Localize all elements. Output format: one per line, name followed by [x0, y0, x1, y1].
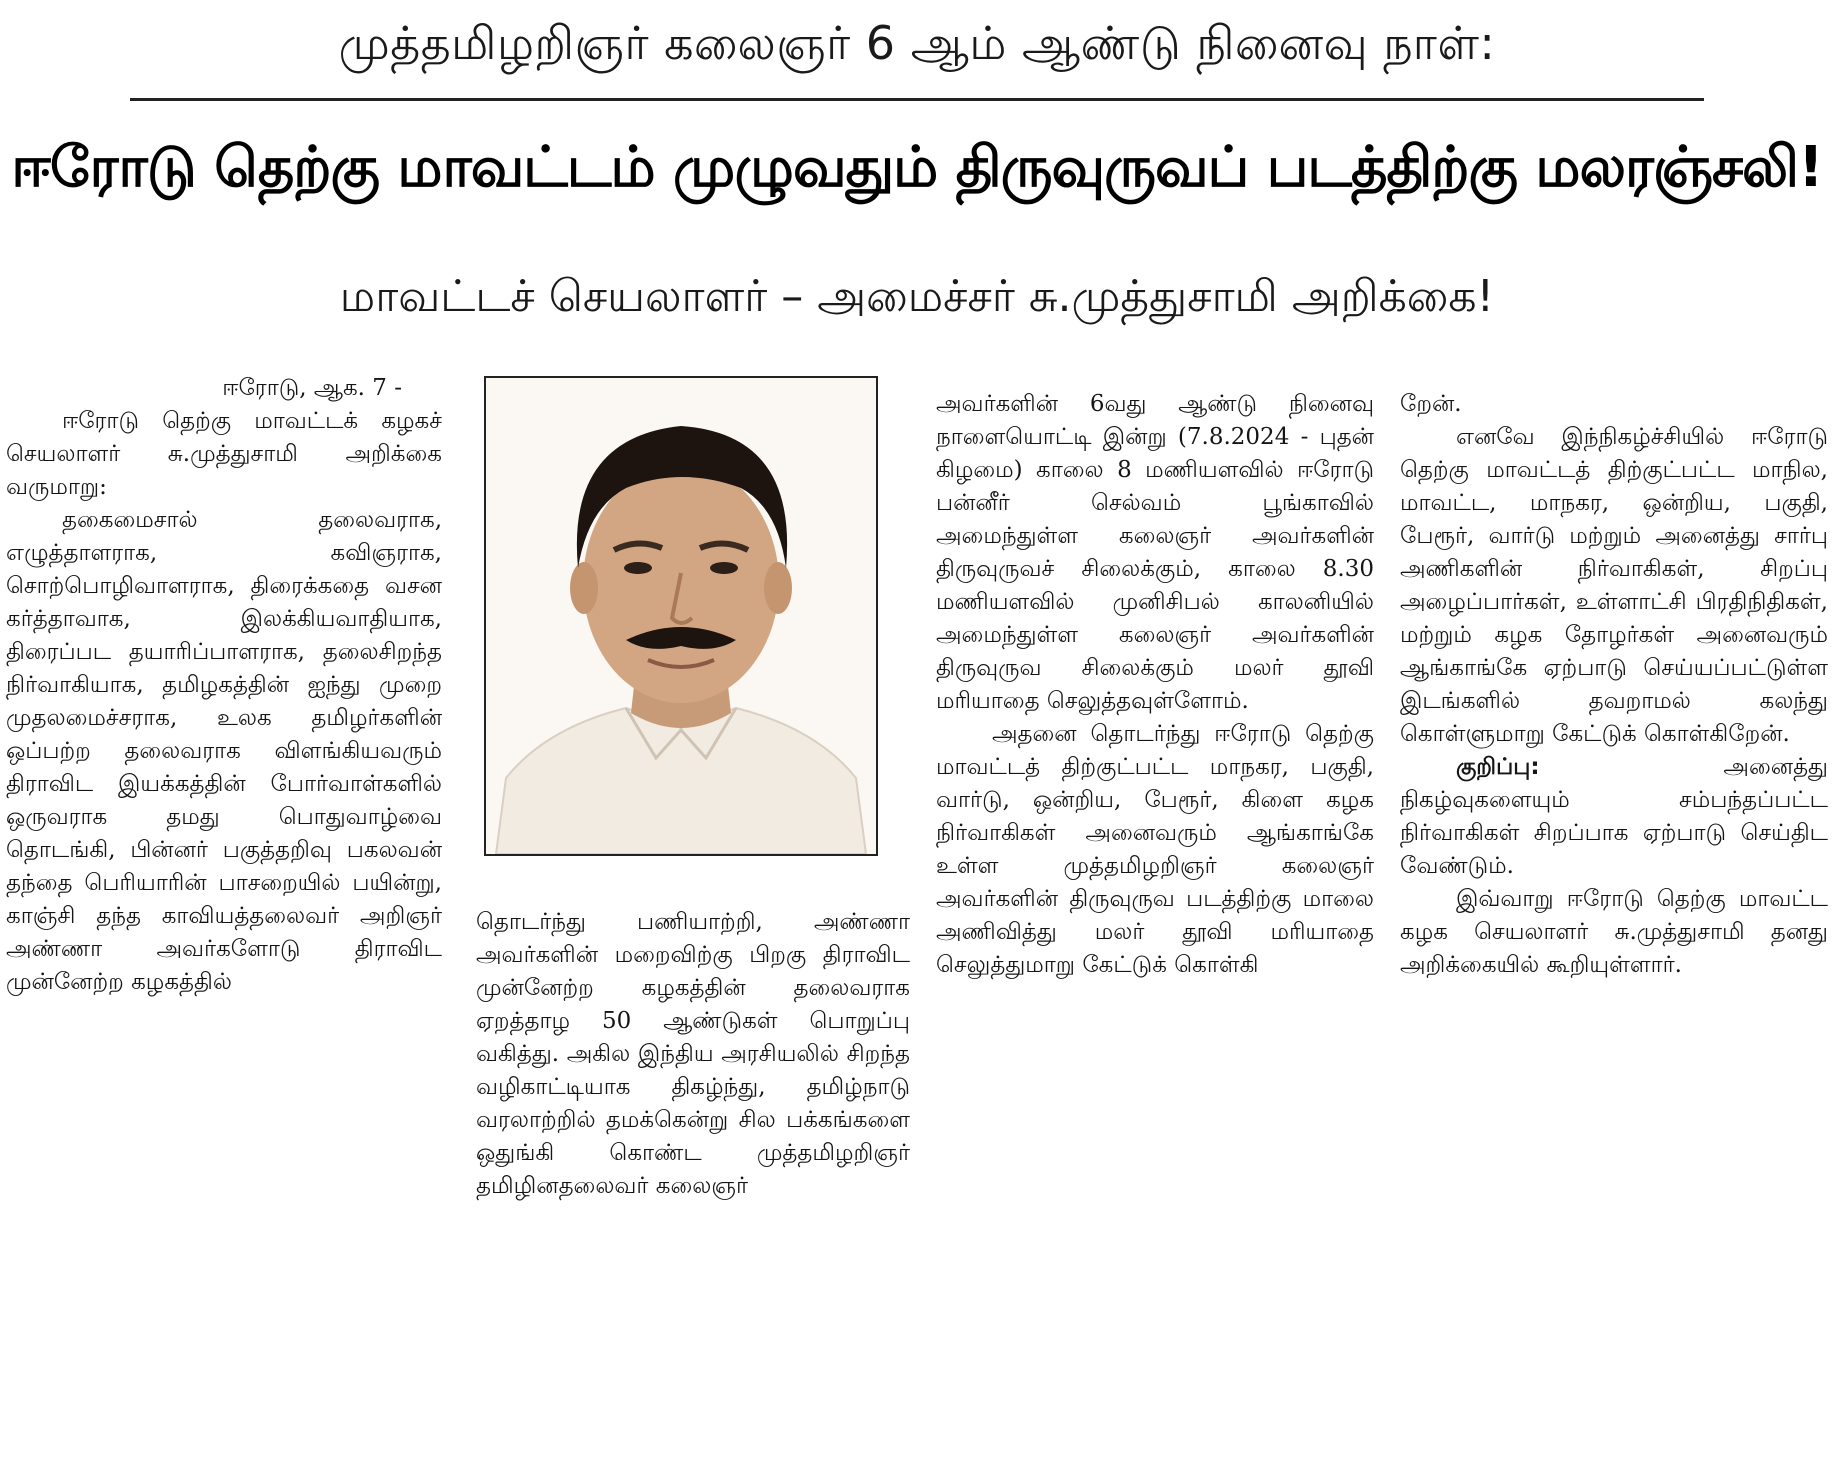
- article-subhead: மாவட்டச் செயலாளர் – அமைச்சர் சு.முத்துசாமி அறிக்கை!: [339, 271, 1495, 322]
- column-4-paragraph-3: இவ்வாறு ஈரோடு தெற்கு மாவட்ட கழக செயலாளர் சு.முத்துசாமி தனது அறிக்கையில் கூறியுள்ளார்.: [1400, 886, 1828, 978]
- column-3-paragraph-2: அதனை தொடர்ந்து ஈரோடு தெற்கு மாவட்டத் திற்குட்பட்ட மாநகர, பகுதி, வார்டு, ஒன்றிய, பேரூர், கிளை கழக நிர்வாகிகள் அனைவரும் ஆங்காங்கே உள்ள முத்தமிழறிஞர் கலைஞர் அவர்களின் திருவுருவ படத்திற்கு மாலை அணிவித்து மலர் தூவி மரியாதை செலுத்துமாறு கேட்டுக் கொள்கி: [936, 721, 1374, 978]
- column-3-paragraph-1: அவர்களின் 6வது ஆண்டு நினைவு நாளையொட்டி இன்று (7.8.2024 - புதன் கிழமை) காலை 8 மணியளவில் ஈரோடு பன்னீர் செல்வம் பூங்காவில் அமைந்துள்ள கலைஞர் அவர்களின் திருவுருவச் சிலைக்கும், காலை 8.30 மணியளவில் முனிசிபல் காலனியில் அமைந்துள்ள கலைஞர் அவர்களின் திருவுருவ சிலைக்கும் மலர் தூவி மரியாதை செலுத்தவுள்ளோம்.: [936, 391, 1374, 714]
- article-column-2: [476, 906, 910, 1458]
- dateline: ஈரோடு, ஆக. 7 -: [222, 375, 402, 401]
- column-4-note: [1400, 751, 1828, 883]
- article-kicker: முத்தமிழறிஞர் கலைஞர் 6 ஆம் ஆண்டு நினைவு நாள்:: [338, 16, 1496, 70]
- column-4-paragraph-0: றேன்.: [1400, 391, 1462, 417]
- note-label: குறிப்பு:: [1456, 754, 1540, 780]
- portrait-photo: [484, 376, 878, 856]
- article-column-3: [936, 388, 1374, 1458]
- note-text: அனைத்து நிகழ்வுகளையும் சம்பந்தப்பட்ட நிர்வாகிகள் சிறப்பாக ஏற்பாடு செய்திட வேண்டும்.: [1400, 754, 1828, 879]
- article-column-1: [6, 372, 442, 1458]
- column-4-paragraph-1: எனவே இந்நிகழ்ச்சியில் ஈரோடு தெற்கு மாவட்டத் திற்குட்பட்ட மாநில, மாவட்ட, மாநகர, ஒன்றிய, பகுதி, பேரூர், வார்டு மற்றும் அனைத்து சார்பு அணிகளின் நிர்வாகிகள், சிறப்பு அழைப்பார்கள், உள்ளாட்சி பிரதிநிதிகள், மற்றும் கழக தோழர்கள் அனைவரும் ஆங்காங்கே ஏற்பாடு செய்யப்பட்டுள்ள இடங்களில் தவறாமல் கலந்து கொள்ளுமாறு கேட்டுக் கொள்கிறேன்.: [1400, 424, 1828, 747]
- column-1-paragraph-1: ஈரோடு தெற்கு மாவட்டக் கழகச் செயலாளர் சு.முத்துசாமி அறிக்கை வருமாறு:: [6, 408, 442, 500]
- article-column-4: [1400, 388, 1828, 1458]
- column-2-paragraph-1: தொடர்ந்து பணியாற்றி, அண்ணா அவர்களின் மறைவிற்கு பிறகு திராவிட முன்னேற்ற கழகத்தின் தலைவராக ஏறத்தாழ 50 ஆண்டுகள் பொறுப்பு வகித்து. அகில இந்திய அரசியலில் சிறந்த வழிகாட்டியாக திகழ்ந்து, தமிழ்நாடு வரலாற்றில் தமக்கென்று சில பக்கங்களை ஒதுங்கி கொண்ட முத்தமிழறிஞர் தமிழினதலைவர் கலைஞர்: [476, 909, 910, 1199]
- column-1-paragraph-2: தகைமைசால் தலைவராக, எழுத்தாளராக, கவிஞராக, சொற்பொழிவாளராக, திரைக்கதை வசன கர்த்தாவாக, இலக்கியவாதியாக, திரைப்பட தயாரிப்பாளராக, தலைசிறந்த நிர்வாகியாக, தமிழகத்தின் ஐந்து முறை முதலமைச்சராக, உலக தமிழர்களின் ஒப்பற்ற தலைவராக விளங்கியவரும் திராவிட இயக்கத்தின் போர்வாள்களில் ஒருவராக தமது பொதுவாழ்வை தொடங்கி, பின்னர் பகுத்தறிவு பகலவன் தந்தை பெரியாரின் பாசறையில் பயின்று, காஞ்சி தந்த காவியத்தலைவர் அறிஞர் அண்ணா அவர்களோடு திராவிட முன்னேற்ற கழகத்தில்: [6, 507, 442, 995]
- article-headline: ஈரோடு தெற்கு மாவட்டம் முழுவதும் திருவுருவப் படத்திற்கு மலரஞ்சலி!: [11, 135, 1823, 200]
- kicker-rule: [130, 98, 1704, 101]
- portrait-illustration: [486, 378, 876, 854]
